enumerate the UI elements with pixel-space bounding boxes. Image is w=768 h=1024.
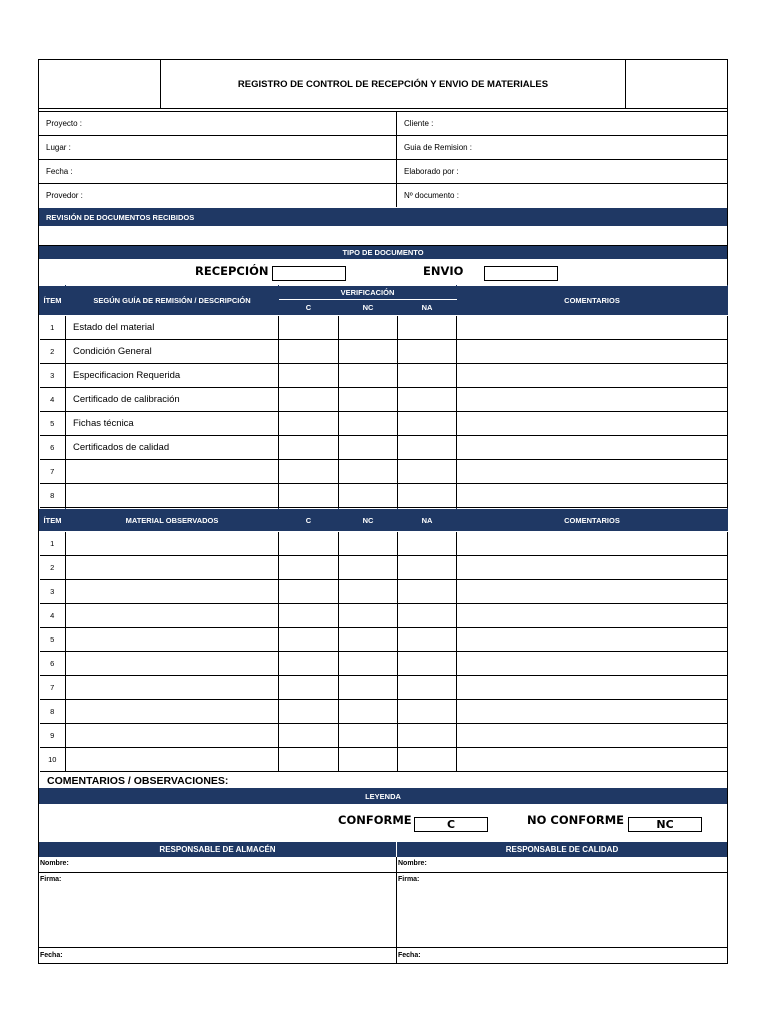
nc-cell[interactable] [339,340,398,364]
item-description [66,460,279,484]
na-cell[interactable] [398,412,457,436]
c-cell[interactable] [279,460,339,484]
na-cell[interactable] [398,436,457,460]
table-row [40,724,728,748]
item-number: 8 [40,700,66,724]
item-header: ÍTEM [40,509,66,532]
nombre-line [39,872,727,873]
recepcion-checkbox[interactable] [272,266,346,281]
c-cell[interactable] [279,556,339,580]
material-cell[interactable] [66,556,279,580]
na-header: NA [398,509,457,532]
comentarios-header: COMENTARIOS [457,286,728,316]
reception-control-form [38,59,728,964]
table-row [40,604,728,628]
almacen-header [39,842,396,857]
info-row-provedor [39,183,727,207]
c-cell[interactable] [279,532,339,556]
material-cell[interactable] [66,628,279,652]
na-cell[interactable] [398,484,457,508]
table-row [40,316,728,340]
comentarios-observaciones-label: COMENTARIOS / OBSERVACIONES: [47,775,229,787]
fecha-label: Fecha : [46,167,73,176]
comment-cell[interactable] [457,556,728,580]
material-cell[interactable] [66,532,279,556]
material-cell[interactable] [66,676,279,700]
comment-cell[interactable] [457,412,728,436]
c-cell[interactable] [279,652,339,676]
nc-cell[interactable] [339,364,398,388]
table-row [40,748,728,772]
comment-cell[interactable] [457,700,728,724]
comment-cell[interactable] [457,436,728,460]
na-cell[interactable] [398,340,457,364]
item-description: Especificacion Requerida [66,364,279,388]
c-cell[interactable] [279,748,339,772]
calidad-title: RESPONSABLE DE CALIDAD [505,845,619,854]
verification-table [39,285,728,508]
comment-cell[interactable] [457,532,728,556]
material-header: MATERIAL OBSERVADOS [66,509,279,532]
provedor-label: Provedor : [46,191,83,200]
nc-cell[interactable] [339,676,398,700]
no-conforme-label: NO CONFORME [527,813,625,827]
nc-cell[interactable] [339,580,398,604]
legend-row [39,804,727,842]
na-cell[interactable] [398,316,457,340]
c-cell[interactable] [279,316,339,340]
nc-cell[interactable] [339,532,398,556]
c-cell[interactable] [279,700,339,724]
table-row [40,364,728,388]
item-number: 4 [40,388,66,412]
nc-cell[interactable] [339,700,398,724]
comment-cell[interactable] [457,580,728,604]
recepcion-label: RECEPCIÓN [195,264,269,278]
code-box [625,60,727,109]
calidad-firma-label: Firma: [398,876,420,883]
na-cell[interactable] [398,652,457,676]
c-cell[interactable] [279,364,339,388]
lugar-label: Lugar : [46,143,71,152]
documento-label: Nº documento : [396,184,727,207]
item-number: 4 [40,604,66,628]
na-cell[interactable] [398,748,457,772]
leyenda-title: LEYENDA [365,791,401,801]
title-box [160,60,626,109]
almacen-firma-label: Firma: [40,876,62,883]
nc-cell[interactable] [339,436,398,460]
nc-cell[interactable] [339,748,398,772]
nc-cell[interactable] [339,556,398,580]
info-row-fecha [39,159,727,183]
cliente-label: Cliente : [396,112,727,135]
page-title: REGISTRO DE CONTROL DE RECEPCIÓN Y ENVIO DE MATERIALES [237,78,549,90]
revision-title: REVISIÓN DE DOCUMENTOS RECIBIDOS [46,212,195,222]
na-cell[interactable] [398,580,457,604]
c-cell[interactable] [279,388,339,412]
info-row-lugar [39,135,727,159]
nc-cell[interactable] [339,604,398,628]
item-number: 3 [40,364,66,388]
material-cell[interactable] [66,700,279,724]
table-row [40,388,728,412]
almacen-title: RESPONSABLE DE ALMACÉN [159,845,276,854]
nc-cell[interactable] [339,652,398,676]
material-cell[interactable] [66,748,279,772]
item-number: 5 [40,628,66,652]
c-cell[interactable] [279,628,339,652]
item-description: Certificados de calidad [66,436,279,460]
calidad-nombre-label: Nombre: [398,860,427,867]
comment-cell[interactable] [457,460,728,484]
item-description: Certificado de calibración [66,388,279,412]
item-description [66,484,279,508]
item-description: Fichas técnica [66,412,279,436]
c-header: C [279,300,339,316]
item-number: 6 [40,652,66,676]
na-cell[interactable] [398,388,457,412]
comment-cell[interactable] [457,748,728,772]
item-number: 2 [40,556,66,580]
na-cell[interactable] [398,364,457,388]
table-row [40,556,728,580]
comment-cell[interactable] [457,628,728,652]
elaborado-label: Elaborado por : [396,160,727,183]
table-row [40,652,728,676]
na-cell[interactable] [398,556,457,580]
revision-blank-row [39,226,727,246]
comment-cell[interactable] [457,388,728,412]
c-cell[interactable] [279,484,339,508]
table-row [40,532,728,556]
calidad-header [397,842,727,857]
proyecto-label: Proyecto : [46,119,83,128]
nc-cell[interactable] [339,724,398,748]
table-row [40,340,728,364]
nc-header: NC [339,509,398,532]
item-number: 10 [40,748,66,772]
conforme-label: CONFORME [338,813,412,827]
nc-cell[interactable] [339,412,398,436]
item-description: Estado del material [66,316,279,340]
c-cell[interactable] [279,724,339,748]
material-table [39,508,728,772]
item-number: 2 [40,340,66,364]
tipo-row [39,260,727,285]
table-row [40,676,728,700]
comment-cell[interactable] [457,676,728,700]
table-row [40,580,728,604]
nc-cell[interactable] [339,388,398,412]
almacen-nombre-label: Nombre: [40,860,69,867]
comentarios-header: COMENTARIOS [457,509,728,532]
table-row [40,412,728,436]
item-header: ÍTEM [40,286,66,316]
c-cell[interactable] [279,340,339,364]
verificacion-header: VERIFICACIÓN [279,286,457,300]
table-row [40,700,728,724]
item-number: 5 [40,412,66,436]
item-number: 6 [40,436,66,460]
c-cell[interactable] [279,436,339,460]
nc-cell[interactable] [339,460,398,484]
na-header: NA [398,300,457,316]
description-header: SEGÚN GUÍA DE REMISIÓN / DESCRIPCIÓN [66,286,279,316]
na-cell[interactable] [398,724,457,748]
comment-cell[interactable] [457,724,728,748]
nc-cell[interactable] [339,484,398,508]
na-cell[interactable] [398,604,457,628]
c-header: C [279,509,339,532]
na-cell[interactable] [398,676,457,700]
leyenda-header [39,788,727,804]
item-number: 1 [40,532,66,556]
c-cell[interactable] [279,412,339,436]
info-row-proyecto [39,111,727,135]
envio-label: ENVIO [423,264,464,278]
revision-header [39,208,727,226]
comment-cell[interactable] [457,316,728,340]
tipo-header [39,246,727,259]
nc-header: NC [339,300,398,316]
material-cell[interactable] [66,652,279,676]
nc-cell[interactable] [339,316,398,340]
table-row [40,628,728,652]
c-cell[interactable] [279,676,339,700]
comment-cell[interactable] [457,340,728,364]
signature-area [39,857,727,963]
na-cell[interactable] [398,628,457,652]
item-number: 7 [40,460,66,484]
almacen-fecha-label: Fecha: [40,952,63,959]
c-cell[interactable] [279,580,339,604]
conforme-code: C [414,817,488,832]
envio-checkbox[interactable] [484,266,558,281]
table-row [40,460,728,484]
tipo-title: TIPO DE DOCUMENTO [342,248,424,257]
table-row [40,484,728,508]
guia-label: Guia de Remision : [396,136,727,159]
item-number: 9 [40,724,66,748]
no-conforme-code: NC [628,817,702,832]
comment-cell[interactable] [457,652,728,676]
item-description: Condición General [66,340,279,364]
logo-box [39,60,161,109]
item-number: 1 [40,316,66,340]
na-cell[interactable] [398,532,457,556]
nc-cell[interactable] [339,628,398,652]
item-number: 8 [40,484,66,508]
fecha-line [39,947,727,948]
table-row [40,436,728,460]
item-number: 3 [40,580,66,604]
material-cell[interactable] [66,724,279,748]
na-cell[interactable] [398,700,457,724]
calidad-fecha-label: Fecha: [398,952,421,959]
comment-cell[interactable] [457,364,728,388]
c-cell[interactable] [279,604,339,628]
comment-cell[interactable] [457,484,728,508]
material-cell[interactable] [66,580,279,604]
item-number: 7 [40,676,66,700]
material-cell[interactable] [66,604,279,628]
na-cell[interactable] [398,460,457,484]
comment-cell[interactable] [457,604,728,628]
